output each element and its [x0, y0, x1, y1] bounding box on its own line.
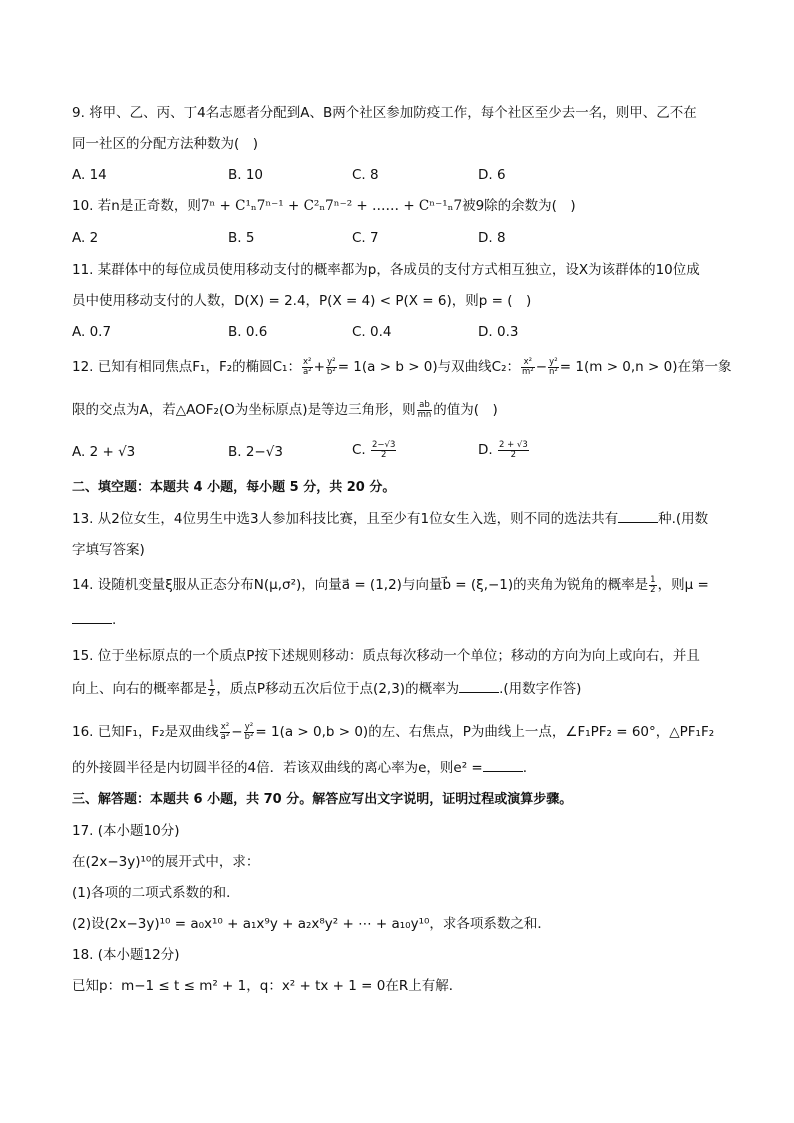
q12-l1-text-b: = 1(a > b > 0)与双曲线C₂：	[337, 359, 520, 375]
q10-option-b: B. 5	[228, 230, 255, 246]
q14-answer-blank	[72, 611, 112, 624]
q13-line1	[72, 509, 708, 529]
q14-text-b: ，则μ =	[657, 577, 709, 593]
q9-option-d: D. 6	[478, 167, 506, 183]
q17-part2: (2)设(2x−3y)¹⁰ = a₀x¹⁰ + a₁x⁹y + a₂x⁸y² + ⋯ + a₁₀y¹⁰，求各项系数之和．	[72, 916, 551, 932]
frac-den: a²	[220, 731, 230, 742]
q15-line1: 15. 位于坐标原点的一个质点P按下述规则移动：质点每次移动一个单位；移动的方向为向上或向右，并且	[72, 648, 700, 664]
q15-frac-half	[208, 680, 215, 699]
q12-frac-x2-a2	[302, 358, 313, 377]
q12-option-c	[352, 440, 397, 460]
q11-option-b: B. 0.6	[228, 324, 268, 340]
q16-end: .	[522, 760, 528, 776]
q9-option-a: A. 14	[72, 167, 107, 183]
q17-part1: (1)各项的二项式系数的和．	[72, 885, 240, 901]
q14-line2	[72, 610, 116, 630]
q10-option-a: A. 2	[72, 230, 99, 246]
q12-l2-text-b: 的值为( )	[433, 402, 498, 418]
q12-l1-text-c: = 1(m > 0,n > 0)在第一象	[559, 359, 732, 375]
frac-num: 1	[650, 574, 656, 585]
frac-num: x²	[220, 721, 230, 732]
q10-option-d: D. 8	[478, 230, 506, 246]
option-label: D.	[478, 442, 493, 458]
q12-plus: +	[313, 359, 325, 375]
q12-option-c-frac	[371, 441, 396, 460]
q12-minus: −	[535, 359, 547, 375]
q13-text-b: 种.(用数	[658, 511, 709, 527]
q10-formula: 7ⁿ + C¹ₙ7ⁿ⁻¹ + C²ₙ7ⁿ⁻² + …… + Cⁿ⁻¹ₙ7	[200, 198, 463, 214]
q16-text-a: 16. 已知F₁，F₂是双曲线	[72, 724, 219, 740]
frac-num: ab	[417, 401, 433, 411]
q14-line1	[72, 575, 709, 595]
q16-text-b: = 1(a > 0,b > 0)的左、右焦点，P为曲线上一点，∠F₁PF₂ = 60°，△PF₁F₂	[255, 724, 715, 740]
q15-text-b: ，质点P移动五次后位于点(2,3)的概率为	[216, 681, 460, 697]
q16-text-c: 的外接圆半径是内切圆半径的4倍．若该双曲线的离心率为e，则e² =	[72, 760, 483, 776]
q13-line2: 字填写答案)	[72, 542, 145, 558]
q10-option-c: C. 7	[352, 230, 379, 246]
q16-line2	[72, 758, 527, 778]
frac-num: x²	[303, 356, 312, 367]
q15-text-a: 向上、向右的概率都是	[72, 681, 207, 697]
q11-option-d: D. 0.3	[478, 324, 519, 340]
q11-option-c: C. 0.4	[352, 324, 392, 340]
frac-den: m²	[522, 366, 534, 377]
section-fill-in-heading: 二、填空题：本题共 4 小题，每小题 5 分，共 20 分。	[72, 480, 396, 495]
q11-line1: 11. 某群体中的每位成员使用移动支付的概率都为p，各成员的支付方式相互独立，设X为该群体的10位成	[72, 262, 700, 278]
q12-frac-x2-m2	[521, 358, 535, 377]
q16-minus: −	[231, 724, 243, 740]
frac-num: 1	[209, 678, 215, 689]
q12-l2-text-a: 限的交点为A，若△AOF₂(O为坐标原点)是等边三角形，则	[72, 402, 416, 418]
option-label: C.	[352, 442, 366, 458]
frac-den: a²	[302, 366, 312, 377]
q18-stem: 已知p：m−1 ≤ t ≤ m² + 1，q：x² + tx + 1 = 0在R上有解．	[72, 978, 463, 994]
q9-line2: 同一社区的分配方法种数为( )	[72, 136, 259, 152]
q12-option-b: B. 2−√3	[228, 444, 283, 460]
q12-line1	[72, 357, 732, 377]
q14-text-a: 14. 设随机变量ξ服从正态分布N(μ,σ²)，向量a⃗ = (1,2)与向量b⃗ = (ξ,−1)的夹角为锐角的概率是	[72, 577, 649, 593]
q16-answer-blank	[483, 759, 523, 772]
q12-frac-y2-n2	[548, 358, 559, 377]
frac-den: 2	[380, 449, 387, 460]
q16-frac-y2-b2	[244, 723, 255, 742]
q9-option-c: C. 8	[352, 167, 379, 183]
q17-stem: 在(2x−3y)¹⁰的展开式中，求：	[72, 854, 260, 870]
q12-frac-y2-b2	[326, 358, 337, 377]
frac-num: y²	[549, 356, 558, 367]
frac-num: x²	[521, 358, 535, 368]
frac-num: 2 + √3	[498, 439, 528, 450]
q17-title: 17. (本小题10分)	[72, 823, 180, 839]
q10-prefix: 10. 若n是正奇数，则	[72, 198, 201, 214]
q11-option-a: A. 0.7	[72, 324, 112, 340]
q10-stem	[72, 196, 576, 216]
q16-line1	[72, 722, 714, 742]
frac-den: b²	[326, 366, 336, 377]
q14-end: .	[112, 612, 117, 628]
frac-den: 2	[510, 449, 517, 460]
frac-den: b²	[244, 731, 254, 742]
frac-num: y²	[244, 721, 254, 732]
frac-den: n²	[549, 366, 558, 377]
q15-answer-blank	[459, 680, 499, 693]
q12-line2	[72, 400, 498, 420]
frac-num: 2−√3	[372, 439, 396, 450]
q16-frac-x2-a2	[220, 723, 231, 742]
frac-den: mn	[417, 409, 432, 420]
q9-line1: 9. 将甲、乙、丙、丁4名志愿者分配到A、B两个社区参加防疫工作，每个社区至少去一名，则甲、乙不在	[72, 105, 697, 121]
frac-den: 2	[209, 688, 215, 699]
section-answer-heading: 三、解答题：本题共 6 小题，共 70 分。解答应写出文字说明，证明过程或演算步骤。	[72, 792, 573, 807]
q15-text-c: .(用数字作答)	[499, 681, 582, 697]
q13-text-a: 13. 从2位女生，4位男生中选3人参加科技比赛，且至少有1位女生入选，则不同的选法共有	[72, 511, 619, 527]
q14-frac-half	[649, 576, 656, 595]
q13-answer-blank	[618, 510, 658, 523]
q15-line2	[72, 679, 581, 699]
q11-line2: 员中使用移动支付的人数，D(X) = 2.4，P(X = 4) < P(X = 6)，则p = ( )	[72, 293, 532, 309]
q10-suffix: 被9除的余数为( )	[462, 198, 576, 214]
q12-option-a: A. 2 + √3	[72, 444, 136, 460]
q12-l1-text-a: 12. 已知有相同焦点F₁，F₂的椭圆C₁：	[72, 359, 301, 375]
frac-den: 2	[650, 584, 656, 595]
q12-option-d	[478, 440, 530, 460]
q9-option-b: B. 10	[228, 167, 264, 183]
frac-num: y²	[327, 356, 336, 367]
q18-title: 18. (本小题12分)	[72, 947, 180, 963]
q12-frac-ab-mn	[417, 401, 433, 420]
q12-option-d-frac	[498, 441, 529, 460]
